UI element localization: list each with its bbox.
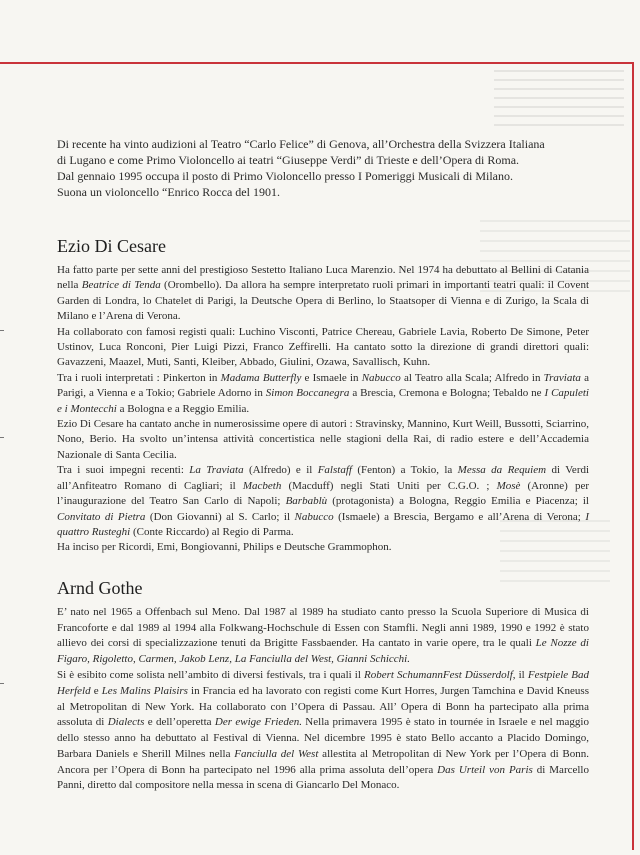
bleed-through-text <box>494 70 624 130</box>
text-run: al Teatro alla Scala; Alfredo in <box>400 371 544 384</box>
text-run: Ezio Di Cesare ha cantato anche in numerosissime opere di autori : Stravinsky, Mannino, Kurt Weill, Bussotti, Sciarrino, Nono, Berio. Ha svolto un’intensa attività concertistica nelle stagioni della Rai, di radio estere e dell’Accademia Nazionale di Santa Cecilia. <box>57 418 589 461</box>
title-italic: Macbeth <box>242 479 282 492</box>
bio-paragraph <box>57 668 589 794</box>
title-italic: Simon Boccanegra <box>265 387 350 400</box>
text-run: (Alfredo) e il <box>243 464 318 477</box>
title-italic: Traviata <box>543 371 581 384</box>
bio-body <box>57 605 589 795</box>
title-italic: La Traviata <box>189 464 244 477</box>
title-italic: Das Urteil von Paris <box>437 763 533 776</box>
title-italic: Mosè <box>496 479 521 492</box>
text-run: Tra i ruoli interpretati : Pinkerton in <box>57 371 221 384</box>
bio-paragraph <box>57 371 589 417</box>
text-run: Nella primavera 1995 è stato in tournée in Israele e nel maggio dello stesso anno ha debuttato al Festival di Vienna. Nel dicembre 1995 è stato Bello accanto a Placido Domingo, Barbara Daniels e Sherill Milnes nella <box>57 716 589 760</box>
bio-body <box>57 263 589 556</box>
text-run: (Fenton) a Tokio, la <box>351 464 458 477</box>
text-run: Si è esibito come solista nell’ambito di diversi festivals, tra i quali il <box>57 668 364 681</box>
text-run: allestita al Metropolitan di New York per l’Opera di Bonn. Ancora per l’Opera di Bonn ha partecipato nel 1996 alla prima assoluta dell’opera <box>57 747 589 776</box>
title-italic: Dialects <box>107 716 145 729</box>
title-italic: Nabucco <box>294 510 334 523</box>
margin-tick <box>0 437 4 438</box>
text-run: (Ismaele) a Brescia, Bergamo e all’Arena di Verona; <box>333 510 586 523</box>
text-run: e <box>90 684 102 697</box>
text-run: e dell’operetta <box>144 716 215 729</box>
text-run: in Francia ed ha lavorato con registi come Kurt Horres, Jurgen Tamchina e David Kneuss al Metropolitan di New York. Ha collaborato con l’Opera di Passau. All’ Opera di Bonn ha partecipato alla prima assoluta di <box>57 684 589 729</box>
text-run: Ha collaborato con famosi registi quali: Luchino Visconti, Patrice Chereau, Gabriele Lavia, Roberto De Simone, Peter Ustinov, Luca Ronconi, Pier Luigi Pizzi, Franco Zeffirelli. Ha cantato sotto la direzione di grandi direttori quali: Gavazzeni, Maazel, Muti, Santi, Kleiber, Abbado, Giulini, Ozawa, Savallisch, Kuhn. <box>57 325 589 369</box>
title-italic: Barbablù <box>285 495 328 508</box>
text-run: (protagonista) a Bologna, Reggio Emilia e Piacenza; il <box>327 495 589 508</box>
text-run: e Ismaele in <box>301 371 362 384</box>
bio-paragraph <box>57 463 589 540</box>
bio-section-ezio-di-cesare <box>57 236 589 556</box>
text-run: di Verdi all’Anfiteatro Romano di Cagliari; il <box>57 464 590 492</box>
title-italic: Messa da Requiem <box>457 464 547 477</box>
title-italic: Les Malins Plaisirs <box>101 684 188 697</box>
title-italic: Fanciulla del West <box>234 747 319 760</box>
intro-paragraph <box>57 136 589 200</box>
title-italic: Beatrice di Tenda <box>81 279 161 292</box>
title-italic: I quattro Rusteghi <box>57 510 590 538</box>
bio-paragraph <box>57 325 589 371</box>
intro-line: di Lugano e come Primo Violoncello ai teatri “Giuseppe Verdi” di Trieste e dell’Opera di Roma. <box>57 153 520 167</box>
text-run: (Aronne) per l’inaugurazione del Teatro San Carlo di Napoli; <box>57 479 589 508</box>
intro-line: Suona un violoncello “Enrico Rocca del 1901. <box>57 185 280 199</box>
title-italic: Robert SchumannFest Düsserdolf <box>364 668 513 681</box>
margin-tick <box>0 683 4 684</box>
text-run: Ha inciso per Ricordi, Emi, Bongiovanni, Philips e Deutsche Grammophon. <box>57 541 392 554</box>
text-run: (Orombello). Da allora ha sempre interpretato ruoli primari in importanti teatri quali: il Covent Garden di Londra, lo Chatelet di Parigi, la Deutsche Opera di Berlino, lo Staatsoper di Vienna e di Zurigo, la Scala di Milano e l’Arena di Verona. <box>57 279 589 323</box>
text-run: , il <box>512 668 528 681</box>
bio-paragraph <box>57 540 589 555</box>
bio-paragraph <box>57 263 589 325</box>
text-run: a Parigi, a Vienna e a Tokio; Gabriele Adorno in <box>57 371 589 400</box>
bio-heading: Ezio Di Cesare <box>57 236 166 256</box>
margin-tick <box>0 330 4 331</box>
title-italic: Convitato di Pietra <box>57 510 146 523</box>
bio-heading: Arnd Gothe <box>57 577 143 598</box>
title-italic: I Capuleti e i Montecchi <box>57 387 589 415</box>
page-content <box>57 136 589 794</box>
text-run: Ha fatto parte per sette anni del prestigioso Sestetto Italiano Luca Marenzio. Nel 1974 ha debuttato al Bellini di Catania nella <box>57 264 589 292</box>
bio-section-arnd-gothe <box>57 578 589 795</box>
intro-line: Dal gennaio 1995 occupa il posto di Primo Violoncello presso I Pomeriggi Musicali di Milano. <box>57 169 513 183</box>
text-run: a Bologna e a Reggio Emilia. <box>116 402 250 415</box>
title-italic: Le Nozze di Figaro, Rigoletto, Carmen, Jakob Lenz, La Fanciulla del West, Gianni Schicchi. <box>57 637 589 666</box>
intro-line: Di recente ha vinto audizioni al Teatro “Carlo Felice” di Genova, all’Orchestra della Svizzera Italiana <box>57 137 545 151</box>
title-italic: Der ewige Frieden. <box>214 716 302 729</box>
text-run: Tra i suoi impegni recenti: <box>57 464 190 477</box>
title-italic: Falstaff <box>317 464 352 477</box>
bio-paragraph <box>57 417 589 463</box>
text-run: (Macduff) negli Stati Uniti per C.G.O. ; <box>281 479 497 492</box>
title-italic: Madama Butterfly <box>220 371 302 384</box>
text-run: (Conte Riccardo) al Regio di Parma. <box>130 525 294 538</box>
title-italic: Nabucco <box>361 371 401 384</box>
title-italic: Festpiele Bad Herfeld <box>57 668 589 697</box>
text-run: a Brescia, Cremona e Bologna; Tebaldo ne <box>349 387 545 400</box>
text-run: (Don Giovanni) al S. Carlo; il <box>145 510 295 523</box>
bio-paragraph <box>57 605 589 668</box>
text-run: di Marcello Panni, diretto dal compositore nella messa in scena di Giancarlo Del Monaco. <box>57 763 589 792</box>
text-run: E’ nato nel 1965 a Offenbach sul Meno. Dal 1987 al 1989 ha studiato canto presso la Scuola Superiore di Musica di Francoforte e dal 1989 al 1994 alla Folkwang-Hochschule di Essen con Stamfli. Negli anni 1989, 1990 e 1992 è stato allievo dei corsi di specializzazione tenuti da Brigitte Fassbaender. Ha cantato in varie opere, tra le quali <box>57 605 589 650</box>
